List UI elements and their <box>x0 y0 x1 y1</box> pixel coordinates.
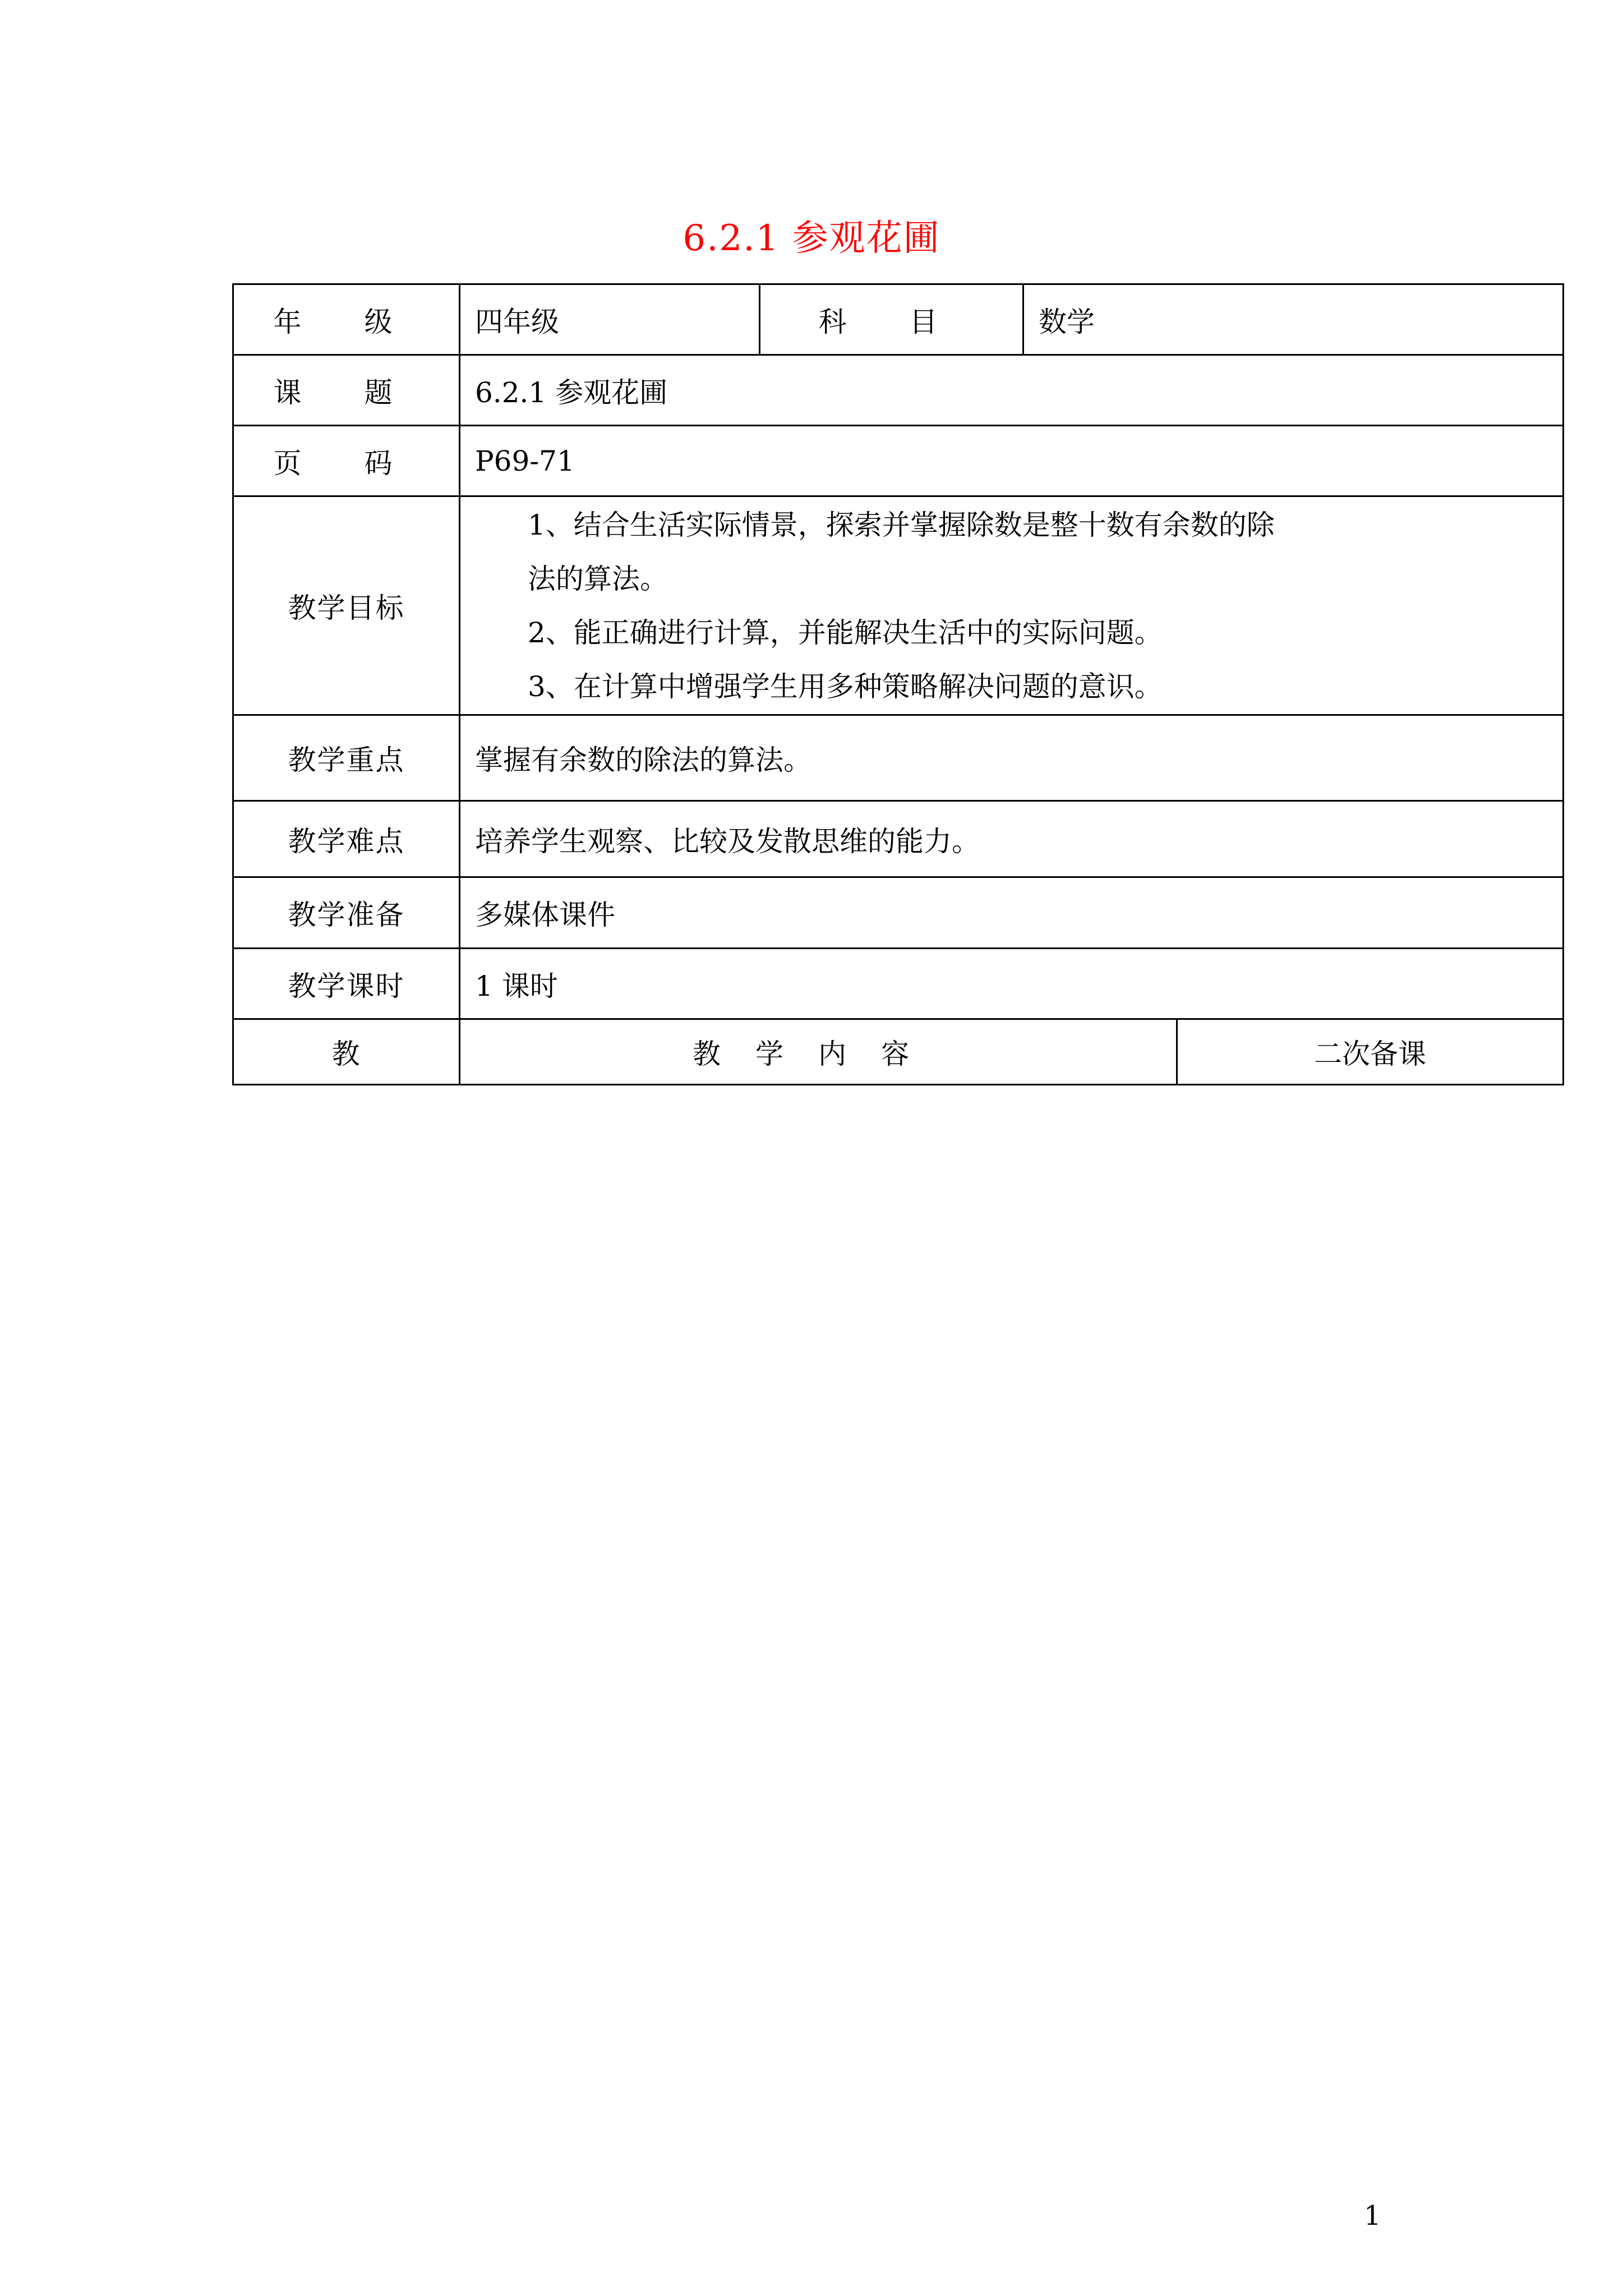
goal-line: 2、能正确进行计算，并能解决生活中的实际问题。 <box>528 616 1163 649</box>
grade-label: 年 级 <box>233 284 460 355</box>
lesson-plan-table <box>232 283 1564 1085</box>
content-header: 教学内容 <box>460 1019 1177 1085</box>
goals-label: 教学目标 <box>233 496 460 715</box>
bottom-left-label: 教 <box>233 1019 460 1085</box>
goal-line: 1、结合生活实际情景，探索并掌握除数是整十数有余数的除 <box>528 508 1275 541</box>
second-prep-header: 二次备课 <box>1177 1019 1564 1085</box>
subject-value: 数学 <box>1023 284 1564 355</box>
subject-label: 科 目 <box>760 284 1023 355</box>
preparation-label: 教学准备 <box>233 877 460 949</box>
pages-value: P69-71 <box>460 426 1564 496</box>
page-title: 6.2.1 参观花圃 <box>683 218 940 259</box>
hours-value: 1 课时 <box>460 949 1564 1019</box>
row-difficulty <box>233 801 1564 877</box>
key-point-label: 教学重点 <box>233 715 460 801</box>
preparation-value: 多媒体课件 <box>460 877 1564 949</box>
row-content-header <box>233 1019 1564 1085</box>
page-number: 1 <box>1364 2200 1381 2231</box>
key-point-value: 掌握有余数的除法的算法。 <box>460 715 1564 801</box>
row-topic <box>233 355 1564 426</box>
row-goals <box>233 496 1564 715</box>
row-key-point <box>233 715 1564 801</box>
goals-list <box>460 496 1564 715</box>
topic-value: 6.2.1 参观花圃 <box>460 355 1564 426</box>
hours-label: 教学课时 <box>233 949 460 1019</box>
row-hours <box>233 949 1564 1019</box>
row-grade <box>233 284 1564 355</box>
goal-line: 3、在计算中增强学生用多种策略解决问题的意识。 <box>528 670 1163 703</box>
goal-line: 法的算法。 <box>528 562 668 595</box>
difficulty-label: 教学难点 <box>233 801 460 877</box>
topic-label: 课 题 <box>233 355 460 426</box>
row-preparation <box>233 877 1564 949</box>
row-pages <box>233 426 1564 496</box>
pages-label: 页 码 <box>233 426 460 496</box>
grade-value: 四年级 <box>460 284 760 355</box>
difficulty-value: 培养学生观察、比较及发散思维的能力。 <box>460 801 1564 877</box>
